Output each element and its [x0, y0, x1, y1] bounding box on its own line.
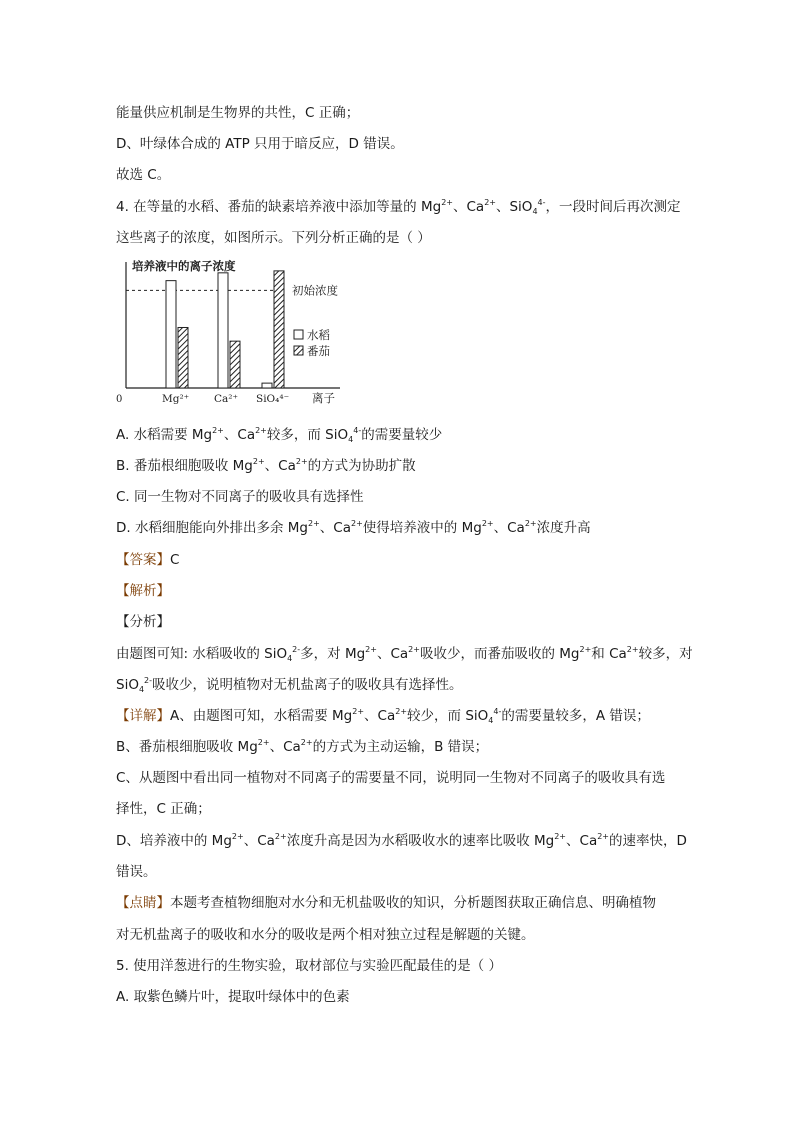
x-tick-label: SiO₄⁴⁻: [256, 393, 290, 405]
fenxi-line2: [116, 675, 463, 695]
text: 、Ca: [264, 458, 296, 474]
analysis-heading: [116, 581, 170, 601]
fenxi-tag: 【分析】: [116, 614, 170, 630]
text: 由题图可知: 水稻吸收的 SiO: [116, 646, 288, 662]
text: 、Ca: [364, 708, 396, 724]
detail-line-a: [116, 706, 650, 726]
legend-label: 番茄: [307, 344, 330, 358]
option-d: [116, 518, 591, 538]
text: 这些离子的浓度，如图所示。下列分析正确的是（ ）: [116, 230, 431, 246]
answer-value: C: [170, 552, 180, 568]
superscript: 2+: [408, 645, 420, 654]
text: 、Ca: [452, 199, 485, 215]
text: 本题考查植物细胞对水分和无机盐吸收的知识，分析题图获取正确信息、明确植物: [170, 895, 656, 911]
bar-rice-2: [262, 383, 272, 388]
text: 、Ca: [243, 833, 275, 849]
chart-title: 培养液中的离子浓度: [132, 259, 236, 273]
subscript: 4: [348, 435, 354, 444]
text: D、叶绿体合成的 ATP 只用于暗反应，D 错误。: [116, 136, 404, 152]
superscript: 2+: [554, 832, 567, 841]
superscript: 2+: [395, 707, 408, 716]
superscript: 2+: [351, 519, 363, 528]
bar-rice-0: [166, 281, 176, 388]
x-axis-label: 离子: [312, 391, 335, 405]
text: 较多，对: [638, 646, 693, 662]
x-tick-label: Mg²⁺: [162, 393, 190, 405]
subscript: 4: [532, 207, 538, 216]
fenxi-line1: [116, 644, 693, 664]
origin-label: 0: [116, 394, 123, 405]
superscript: 2+: [365, 645, 377, 654]
text: 的方式为协助扩散: [307, 458, 416, 474]
detail-line-b: [116, 737, 488, 757]
text: 较少，而 SiO: [407, 708, 489, 724]
text-line: [116, 103, 359, 123]
text: 使得培养液中的 Mg: [362, 520, 482, 536]
text: 吸收少，说明植物对无机盐离子的吸收具有选择性。: [152, 677, 463, 693]
superscript: 2+: [252, 457, 265, 466]
text: A、由题图可知，水稻需要 Mg: [170, 708, 353, 724]
text: 错误。: [116, 864, 157, 880]
option-c: [116, 487, 364, 507]
text: 吸收少，而番茄吸收的 Mg: [419, 646, 580, 662]
superscript: 2+: [626, 645, 639, 654]
subscript: 4: [488, 716, 494, 725]
fenxi-heading: [116, 612, 170, 632]
text-line: [116, 134, 404, 154]
text: 择性，C 正确；: [116, 801, 211, 817]
text-line: [116, 165, 170, 185]
bar-tomato-0: [178, 327, 188, 388]
initial-concentration-label: 初始浓度: [292, 283, 338, 298]
detail-line-d1: [116, 831, 687, 851]
tip-tag: 【点睛】: [116, 895, 170, 911]
superscript: 2+: [597, 832, 610, 841]
superscript: 2+: [295, 457, 308, 466]
superscript: 2+: [255, 426, 267, 435]
text: A. 水稻需要 Mg: [116, 427, 213, 443]
bar-tomato-2: [274, 271, 284, 388]
superscript: 2+: [212, 426, 224, 435]
superscript: 2+: [231, 832, 244, 841]
superscript: 2+: [579, 645, 592, 654]
analysis-tag: 【解析】: [116, 583, 170, 599]
text: ，一段时间后再次测定: [545, 199, 681, 215]
superscript: 2+: [352, 707, 365, 716]
text: 、Ca: [223, 427, 256, 443]
question-4-stem: [116, 197, 681, 217]
text: 浓度升高是因为水稻吸收水的速率比吸收 Mg: [286, 833, 555, 849]
ion-concentration-chart: [112, 256, 372, 406]
question-5-option-a: [116, 987, 350, 1007]
superscript: 2-: [292, 645, 301, 654]
text: 、Ca: [269, 739, 301, 755]
text: 和 Ca: [591, 646, 627, 662]
superscript: 2+: [484, 198, 496, 207]
text: 故选 C。: [116, 167, 171, 183]
text: 对无机盐离子的吸收和水分的吸收是两个相对独立过程是解题的关键。: [116, 927, 535, 943]
text: 的速率快，D: [609, 833, 687, 849]
text: D. 水稻细胞能向外排出多余 Mg: [116, 520, 308, 536]
question-5-stem: [116, 956, 502, 976]
superscript: 2+: [481, 519, 494, 528]
legend-swatch: [294, 346, 303, 355]
answer-tag: 【答案】: [116, 552, 170, 568]
text: 、Ca: [566, 833, 598, 849]
subscript: 4: [287, 654, 293, 663]
tip-line2: [116, 925, 535, 945]
tip-line1: [116, 893, 656, 913]
option-b: [116, 456, 416, 476]
detail-line-c1: [116, 768, 665, 788]
x-tick-label: Ca²⁺: [214, 393, 239, 405]
text: 4. 在等量的水稻、番茄的缺素培养液中添加等量的 Mg: [116, 199, 442, 215]
subscript: 4: [138, 685, 145, 694]
question-4-stem-line2: [116, 228, 431, 248]
legend-swatch: [294, 330, 303, 339]
superscript: 4-: [493, 707, 502, 716]
bar-rice-1: [218, 273, 228, 388]
text: C. 同一生物对不同离子的吸收具有选择性: [116, 489, 364, 505]
text: 、Ca: [493, 520, 525, 536]
text: 的方式为主动运输，B 错误；: [312, 739, 489, 755]
text: A. 取紫色鳞片叶，提取叶绿体中的色素: [116, 989, 350, 1005]
superscript: 2+: [257, 738, 270, 747]
superscript: 2+: [274, 832, 287, 841]
detail-line-c2: [116, 799, 211, 819]
text: 浓度升高: [536, 520, 591, 536]
text: B、番茄根细胞吸收 Mg: [116, 739, 258, 755]
text: 、SiO: [495, 199, 533, 215]
text: C、从题图中看出同一植物对不同离子的需要量不同，说明同一生物对不同离子的吸收具有选: [116, 770, 666, 786]
text: 、Ca: [319, 520, 351, 536]
superscript: 4-: [537, 198, 546, 207]
text: SiO: [116, 677, 139, 693]
superscript: 2-: [144, 676, 153, 685]
legend-label: 水稻: [307, 328, 330, 342]
text: 、Ca: [376, 646, 409, 662]
superscript: 2+: [308, 519, 320, 528]
option-a: [116, 425, 442, 445]
text: 多，对 Mg: [300, 646, 366, 662]
text: D、培养液中的 Mg: [116, 833, 232, 849]
superscript: 2+: [441, 198, 453, 207]
text: B. 番茄根细胞吸收 Mg: [116, 458, 253, 474]
superscript: 4-: [353, 426, 362, 435]
superscript: 2+: [300, 738, 313, 747]
text: 较多，而 SiO: [266, 427, 349, 443]
answer-line: [116, 550, 179, 570]
detail-line-d2: [116, 862, 157, 882]
text: 能量供应机制是生物界的共性，C 正确；: [116, 105, 360, 121]
detail-tag: 【详解】: [116, 708, 170, 724]
bar-tomato-1: [230, 341, 240, 388]
text: 的需要量较少: [361, 427, 443, 443]
text: 5. 使用洋葱进行的生物实验，取材部位与实验匹配最佳的是（ ）: [116, 958, 502, 974]
text: 的需要量较多，A 错误；: [501, 708, 650, 724]
superscript: 2+: [524, 519, 537, 528]
